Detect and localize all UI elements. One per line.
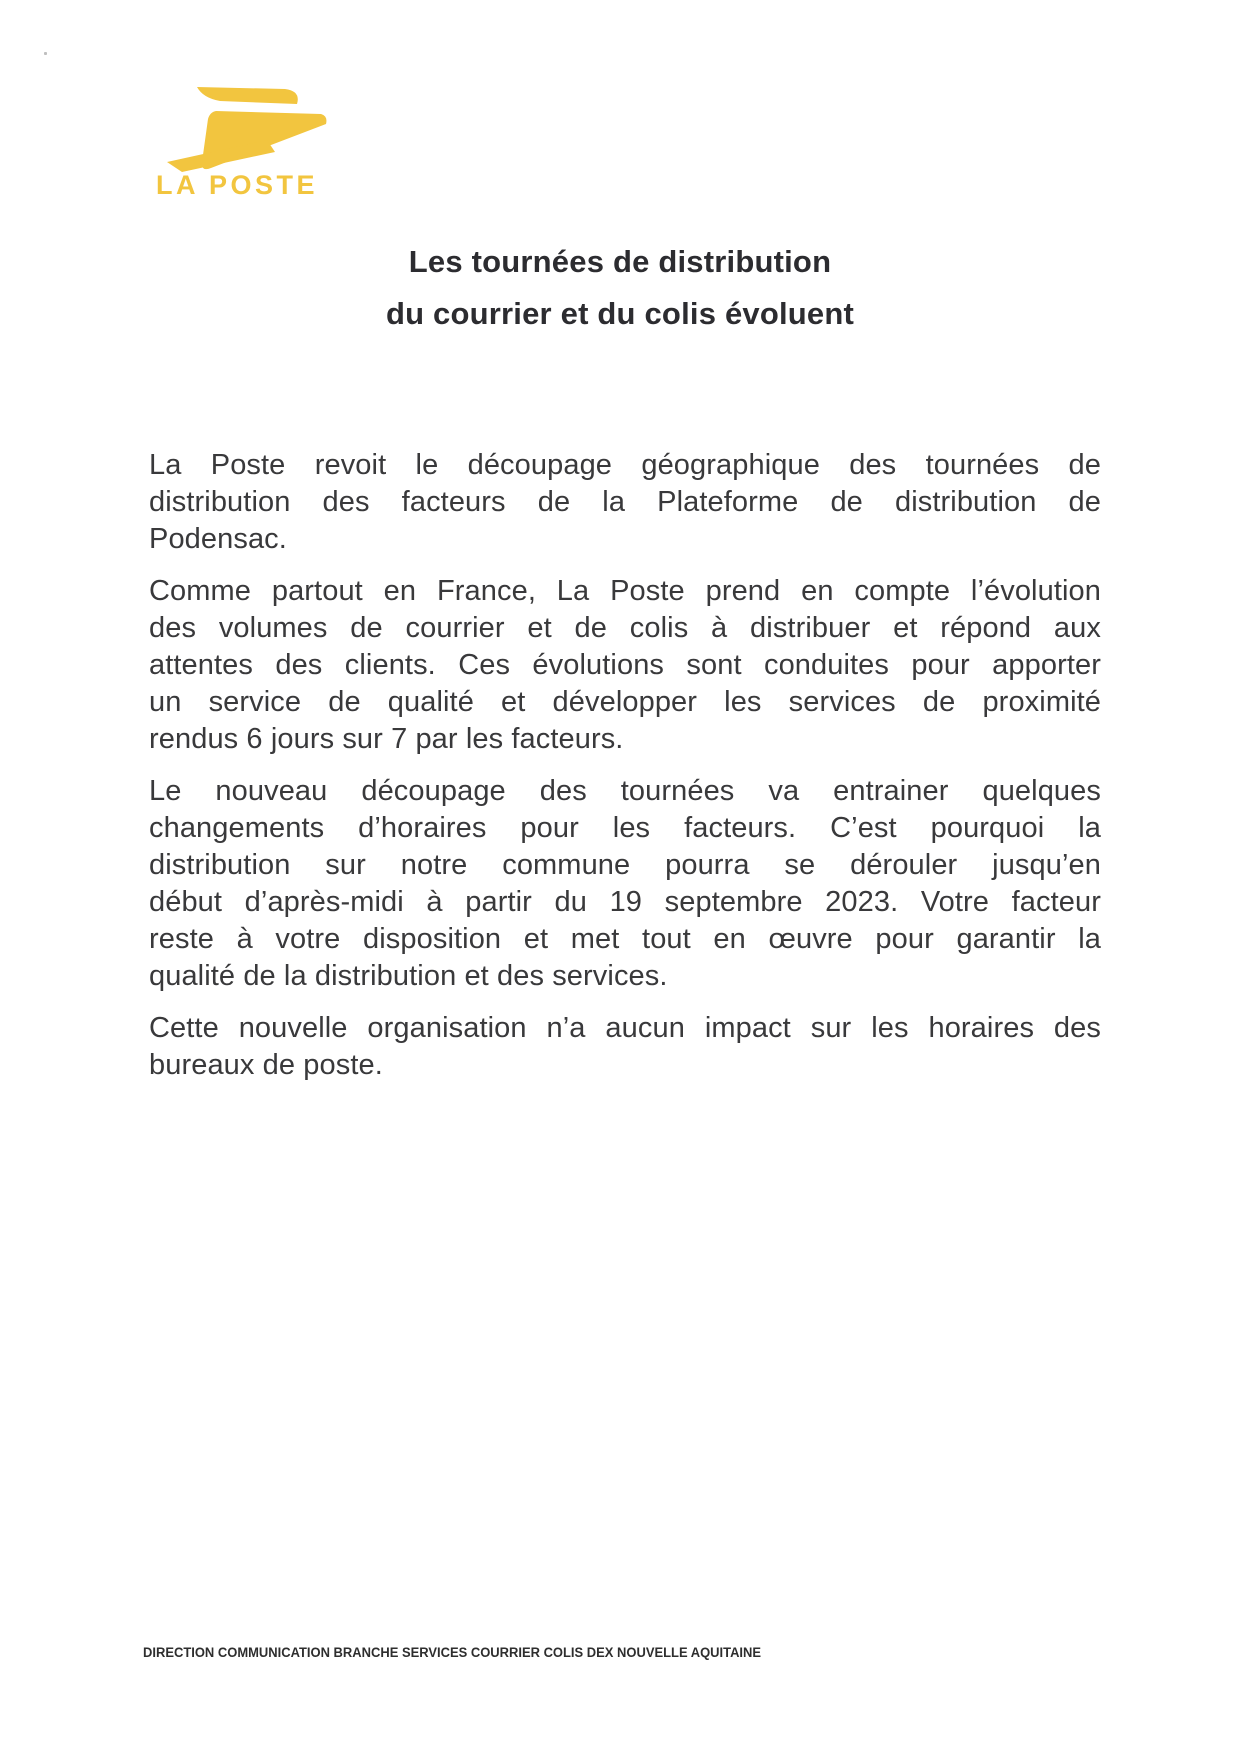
text-line: reste à votre disposition et met tout en œuvre pour garantir la <box>149 923 1101 955</box>
text-line: distribution des facteurs de la Plateforme de distribution de <box>149 486 1101 518</box>
document-title-line2: du courrier et du colis évoluent <box>385 296 855 331</box>
text-line: La Poste revoit le découpage géographique des tournées de <box>149 449 1101 481</box>
la-poste-bird-icon <box>155 82 331 174</box>
text-line: Cette nouvelle organisation n’a aucun impact sur les horaires des <box>149 1012 1101 1044</box>
text-line: distribution sur notre commune pourra se dérouler jusqu’en <box>149 849 1101 881</box>
text-line: Le nouveau découpage des tournées va entrainer quelques <box>149 775 1101 807</box>
text-line: un service de qualité et développer les services de proximité <box>149 686 1101 718</box>
scan-artifact-dot <box>44 52 47 55</box>
text-line: rendus 6 jours sur 7 par les facteurs. <box>149 723 624 755</box>
document-title-line1: Les tournées de distribution <box>408 244 832 279</box>
la-poste-logo <box>155 82 355 200</box>
text-line: Comme partout en France, La Poste prend en compte l’évolution <box>149 575 1101 607</box>
text-line: qualité de la distribution et des services. <box>149 960 668 992</box>
document-title <box>0 236 1240 340</box>
body-paragraph <box>149 773 1101 995</box>
body-paragraph <box>149 1010 1101 1084</box>
text-line: début d’après-midi à partir du 19 septembre 2023. Votre facteur <box>149 886 1101 918</box>
text-line: bureaux de poste. <box>149 1049 383 1081</box>
text-line: des volumes de courrier et de colis à distribuer et répond aux <box>149 612 1101 644</box>
body-paragraph <box>149 447 1101 558</box>
text-line: attentes des clients. Ces évolutions sont conduites pour apporter <box>149 649 1101 681</box>
footer-text: DIRECTION COMMUNICATION BRANCHE SERVICES COURRIER COLIS DEX NOUVELLE AQUITAINE <box>143 1645 762 1660</box>
body-paragraph <box>149 573 1101 758</box>
text-line: Podensac. <box>149 523 287 555</box>
text-line: changements d’horaires pour les facteurs. C’est pourquoi la <box>149 812 1101 844</box>
la-poste-wordmark: LA POSTE <box>156 170 319 200</box>
body-paragraphs <box>149 447 1101 1099</box>
